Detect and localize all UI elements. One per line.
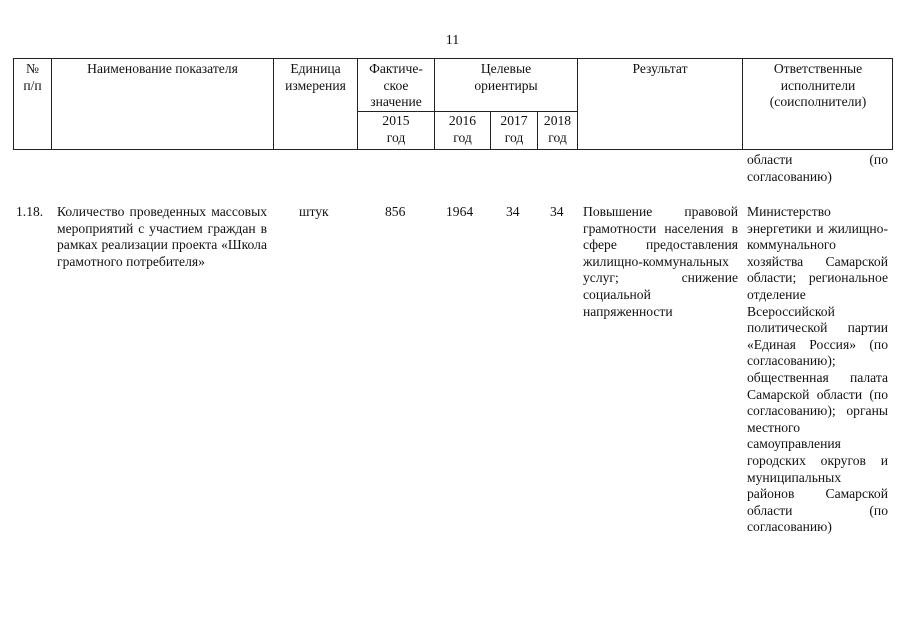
row-number: 1.18. [16, 204, 44, 219]
target-2018-value: 34 [550, 204, 564, 219]
header-result-cell: Результат [632, 61, 688, 76]
target-2017-value: 34 [506, 204, 520, 219]
header-year-2016: 2016 год [448, 113, 477, 145]
actual-2015-value: 856 [385, 204, 406, 219]
header-year-2015: 2015 год [382, 113, 410, 145]
target-2016-value: 1964 [446, 204, 474, 219]
header-year-2018: 2018 год [543, 113, 572, 145]
responsible-text: Министерство энергетики и жилищно-коммунального хозяйства Самарской области; региональное отделение Всероссийской политической партии «Единая Россия» (по согласованию); общественная палата Самарской области (по согласованию); органы местного самоуправления городских округов и муниципальных районов Самарской области (по согласованию) [747, 204, 888, 535]
indicator-name: Количество проведенных массовых мероприятий с участием граждан в рамках реализации проекта «Школа грамотного потребителя» [57, 204, 267, 269]
header-actual-cell: Фактиче- ское значение [369, 61, 423, 110]
header-target-cell: Целевые ориентиры [474, 61, 538, 93]
page-number: 11 [445, 33, 460, 48]
header-year-divider [357, 111, 577, 112]
result-text: Повышение правовой грамотности населения в сфере предоставления жилищно-коммунальных услуг; снижение социальной напряженности [583, 204, 738, 319]
header-name-cell: Наименование показателя [87, 61, 238, 76]
header-number-cell: № п/п [23, 61, 42, 93]
header-unit-cell: Единица измерения [285, 61, 346, 93]
continued-responsible-text: области (по согласованию) [747, 152, 888, 184]
unit-value: штук [299, 204, 329, 219]
header-responsible-cell: Ответственные исполнители (соисполнители) [769, 61, 867, 110]
header-year-2017: 2017 год [500, 113, 528, 145]
